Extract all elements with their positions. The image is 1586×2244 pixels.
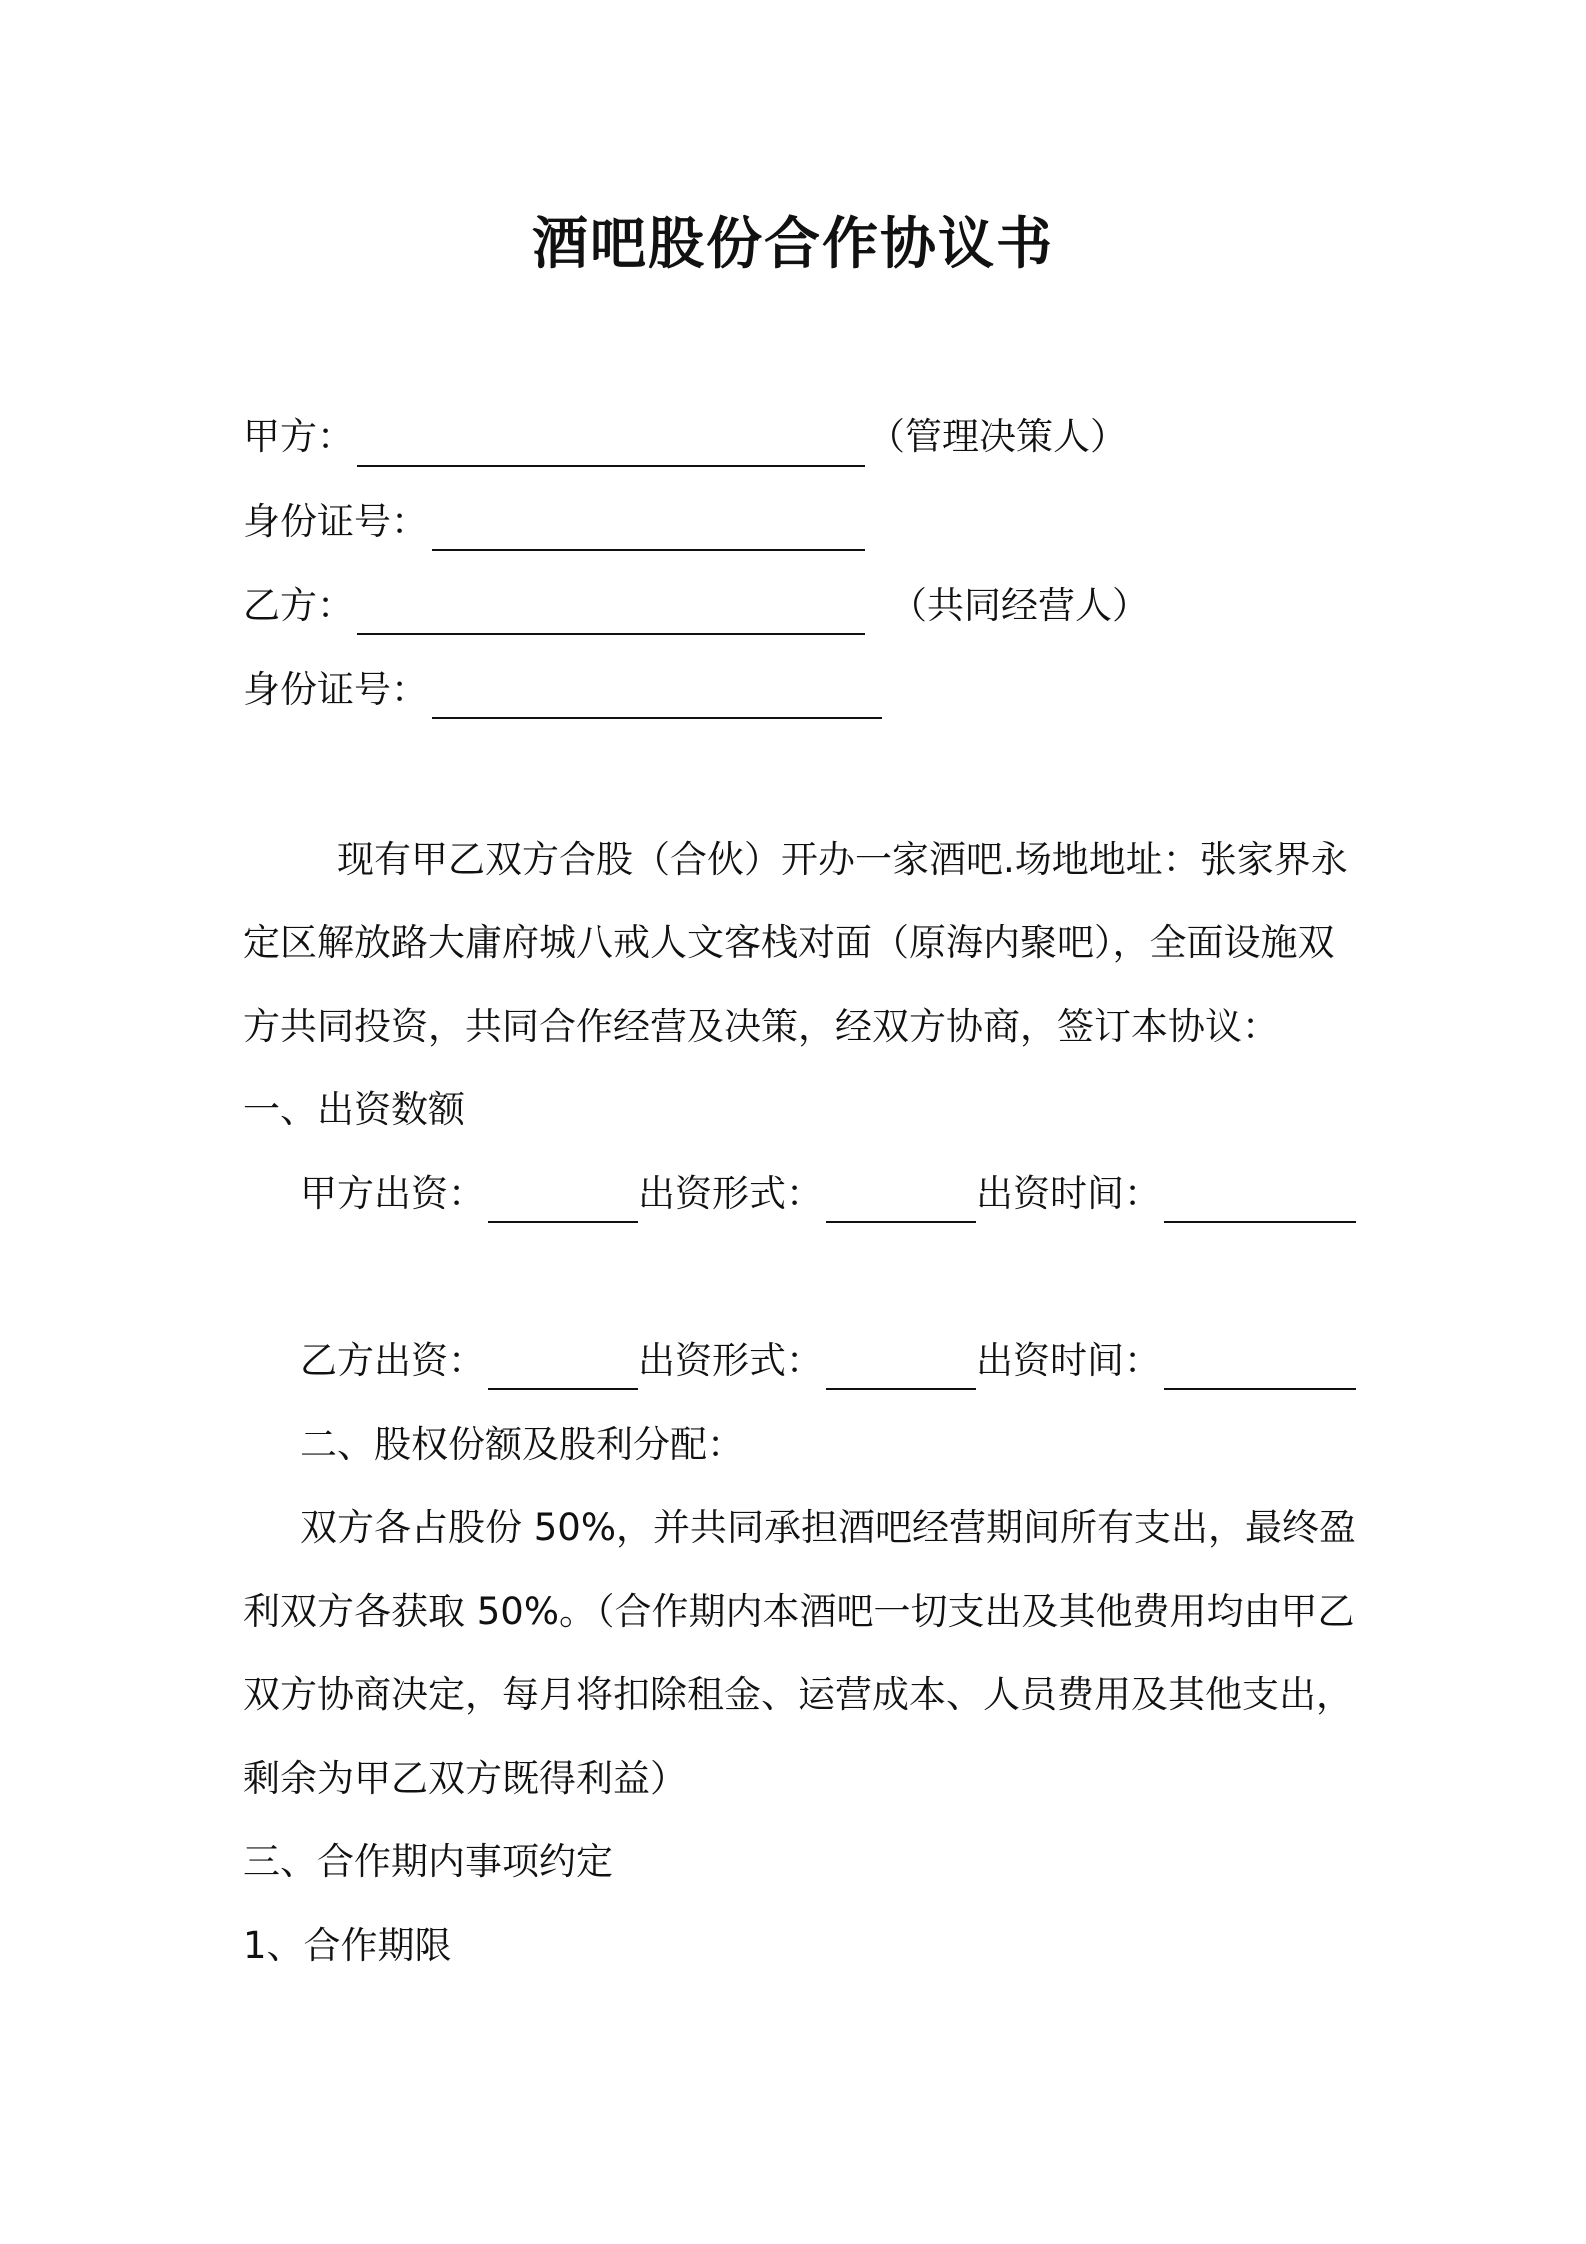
party-a-blank[interactable] (357, 465, 865, 467)
party-b-time-label: 出资时间： (976, 1339, 1161, 1382)
party-a-id-blank[interactable] (432, 549, 865, 551)
party-a-time-label: 出资时间： (976, 1172, 1161, 1215)
party-b-amount-blank[interactable] (488, 1388, 638, 1390)
party-b-role: （共同经营人） (890, 584, 1149, 627)
party-a-time-blank[interactable] (1164, 1221, 1356, 1223)
party-b-contribution-label: 乙方出资： (300, 1339, 485, 1382)
party-a-label: 甲方： (243, 415, 354, 458)
section2-heading: 二、股权份额及股利分配： (300, 1423, 744, 1466)
party-a-form-blank[interactable] (826, 1221, 976, 1223)
section2-line-2: 利双方各获取 50%。（合作期内本酒吧一切支出及其他费用均由甲乙 (243, 1590, 1355, 1633)
party-b-id-label: 身份证号： (243, 668, 428, 711)
section2-line-1: 双方各占股份 50%，并共同承担酒吧经营期间所有支出，最终盈 (300, 1506, 1356, 1549)
party-a-id-label: 身份证号： (243, 500, 428, 543)
section2-line-3: 双方协商决定，每月将扣除租金、运营成本、人员费用及其他支出， (243, 1673, 1353, 1716)
party-a-amount-blank[interactable] (488, 1221, 638, 1223)
intro-line-2: 定区解放路大庸府城八戒人文客栈对面（原海内聚吧），全面设施双 (243, 921, 1335, 964)
document-title: 酒吧股份合作协议书 (532, 212, 1054, 277)
intro-line-1: 现有甲乙双方合股（合伙）开办一家酒吧.场地地址：张家界永 (337, 838, 1348, 881)
party-a-role: （管理决策人） (868, 415, 1127, 458)
party-b-label: 乙方： (243, 584, 354, 627)
section2-line-4: 剩余为甲乙双方既得利益） (243, 1757, 687, 1800)
party-a-contribution-label: 甲方出资： (300, 1172, 485, 1215)
party-b-form-label: 出资形式： (638, 1339, 823, 1382)
party-b-id-blank[interactable] (432, 717, 882, 719)
section1-heading: 一、出资数额 (243, 1088, 465, 1131)
party-b-time-blank[interactable] (1164, 1388, 1356, 1390)
party-b-blank[interactable] (357, 633, 865, 635)
section3-item-1: 1、合作期限 (243, 1924, 452, 1967)
intro-line-3: 方共同投资，共同合作经营及决策，经双方协商，签订本协议： (243, 1005, 1279, 1048)
party-b-form-blank[interactable] (826, 1388, 976, 1390)
section3-heading: 三、合作期内事项约定 (243, 1840, 613, 1883)
party-a-form-label: 出资形式： (638, 1172, 823, 1215)
